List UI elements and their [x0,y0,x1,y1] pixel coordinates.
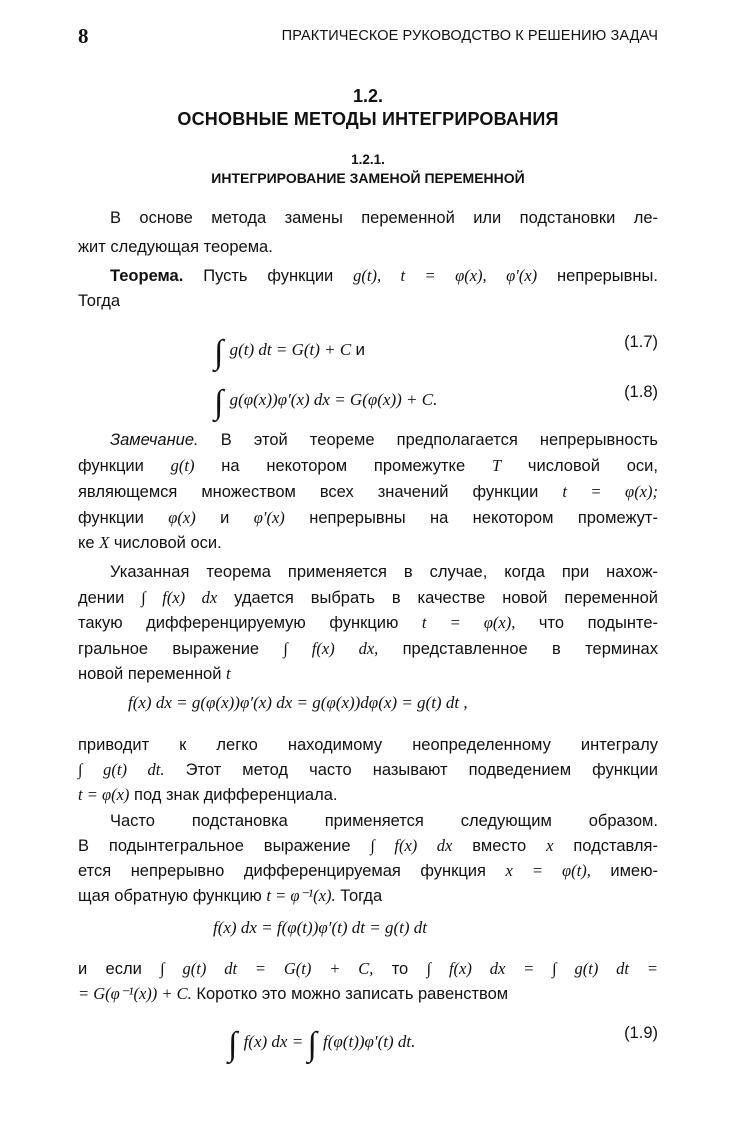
equation-number-1-9: (1.9) [624,1024,658,1042]
theorem-line-2: Тогда [78,292,121,310]
theorem-label: Теорема. [110,267,184,285]
theorem-line-1: Теорема. Пусть функции g(t), t = φ(x), φ′(x) непрерывны. [110,266,658,285]
remark-line-3: являющемся множеством всех значений функции t = φ(x); [78,482,658,501]
para3-line-1: приводит к легко находимому неопределенному интегралу [78,736,658,754]
theorem-math: g(t), t = φ(x), φ′(x) [353,266,538,285]
running-title: ПРАКТИЧЕСКОЕ РУКОВОДСТВО К РЕШЕНИЮ ЗАДАЧ [281,28,658,44]
para3-line-2: ∫ g(t) dt. Этот метод часто называют подведением функции [78,760,659,779]
integral-sign: ∫ [307,1026,317,1063]
equation-substitution: f(x) dx = g(φ(x))φ′(x) dx = g(φ(x))dφ(x) = g(t) dt , [128,693,468,712]
para5-line-1: и если ∫ g(t) dt = G(t) + C, то ∫ f(x) dx = ∫ g(t) dt = [78,959,659,978]
integral-sign: ∫ [214,384,224,421]
remark-label: Замечание. [110,431,199,449]
para5-line-2: = G(φ⁻¹(x)) + C. Коротко это можно записать равенством [78,984,509,1003]
running-header [78,24,658,52]
intro-line-2: жит следующая теорема. [78,238,273,256]
remark-line-5: ке X числовой оси. [78,533,222,552]
equation-number-1-8: (1.8) [624,383,658,401]
subsection-number: 1.2.1. [351,152,385,167]
para4-line-2: В подынтегральное выражение ∫ f(x) dx вместо x подставля- [78,836,658,855]
equation-number-1-7: (1.7) [624,333,658,351]
section-title: ОСНОВНЫЕ МЕТОДЫ ИНТЕГРИРОВАНИЯ [177,109,559,129]
remark-line-4: функции φ(x) и φ′(x) непрерывны на некотором промежут- [78,508,658,527]
para3-line-3: t = φ(x) под знак дифференциала. [78,785,338,804]
intro-line-1: В основе метода замены переменной или подстановки ле- [110,209,658,227]
para4-line-3: ется непрерывно дифференцируемая функция x = φ(t), имею- [78,861,658,880]
integral-sign: ∫ [228,1026,238,1063]
equation-1-7: ∫ g(t) dt = G(t) + C и [214,334,365,371]
para2-line-5: новой переменной t [78,664,231,683]
para2-line-2: дении ∫ f(x) dx удается выбрать в качестве новой переменной [78,588,658,607]
para2-line-1: Указанная теорема применяется в случае, когда при нахож- [110,563,658,581]
integral-sign: ∫ [214,334,224,371]
equation-1-9: ∫ f(x) dx = ∫ f(φ(t))φ′(t) dt. [228,1026,416,1063]
remark-line-2: функции g(t) на некотором промежутке T числовой оси, [78,456,658,475]
para4-line-1: Часто подстановка применяется следующим образом. [110,812,658,830]
equation-inverse-substitution: f(x) dx = f(φ(t))φ′(t) dt = g(t) dt [213,918,427,937]
equation-1-8: ∫ g(φ(x))φ′(x) dx = G(φ(x)) + C. [214,384,438,421]
subsection-title: ИНТЕГРИРОВАНИЕ ЗАМЕНОЙ ПЕРЕМЕННОЙ [211,170,525,186]
para4-line-4: щая обратную функцию t = φ⁻¹(x). Тогда [78,886,383,905]
para2-line-4: гральное выражение ∫ f(x) dx, представленное в терминах [78,639,658,658]
page-number: 8 [78,24,89,48]
para2-line-3: такую дифференцируемую функцию t = φ(x), что подынте- [78,613,658,632]
remark-line-1: Замечание. В этой теореме предполагается непрерывность [110,431,658,449]
section-number: 1.2. [352,86,384,106]
